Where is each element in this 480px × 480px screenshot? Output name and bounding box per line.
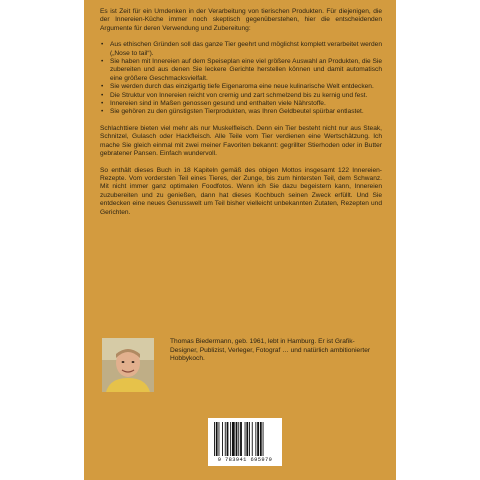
list-item: • Aus ethischen Gründen soll das ganze Tier geehrt und möglichst komplett verarbeitet werden („Nose to tail“). <box>110 41 382 58</box>
list-item: • Sie werden durch das einzigartig tiefe Eigenaroma eine neue kulinarische Welt entdecken. <box>110 83 382 91</box>
intro-paragraph: Es ist Zeit für ein Umdenken in der Verarbeitung von tierischen Produkten. Für diejenigen, die der Innereien-Küche immer noch skeptisch gegenüberstehen, hier die entscheidenden Argumente für deren Verwendung und Zubereitung: <box>100 8 382 32</box>
body-paragraph: So enthält dieses Buch in 18 Kapiteln gemäß des obigen Mottos insgesamt 122 Innereien-Rezepte. Vom vordersten Teil eines Tieres, der Zunge, bis zum hintersten Teil, dem Schwanz. Mit nicht immer ganz optimalen Foodfotos. Wenn ich Sie dazu begeistern kann, Innereien zuzubereiten und zu genießen, dann hat dieses Kochbuch seinen Zweck erfüllt. Und Sie entdecken eine neues Genusswelt um Teil bisher vielleicht unbekannten Zutaten, Rezepten und Gerichten. <box>100 166 382 216</box>
author-portrait-icon <box>102 338 154 392</box>
author-bio: Thomas Biedermann, geb. 1961, lebt in Hamburg. Er ist Grafik-Designer, Publizist, Verleger, Fotograf … und natürlich ambitionierter Hobbykoch. <box>170 338 371 363</box>
list-item: • Sie haben mit Innereien auf dem Speiseplan eine viel größere Auswahl an Produkten, die Sie zubereiten und aus denen Sie leckere Gerichte herstellen können und damit automatisch eine größere Geschmacksvielfalt. <box>110 58 382 83</box>
author-section <box>100 338 380 398</box>
isbn-number: 9 783941 695979 <box>217 456 273 463</box>
isbn-barcode <box>208 418 282 466</box>
body-paragraph: Schlachttiere bieten viel mehr als nur Muskelfleisch. Denn ein Tier besteht nicht nur aus Steak, Schnitzel, Gulasch oder Hackfleisch. Alle Teile vom Tier verdienen eine Wertschätzung. Ich mache Sie gleich einmal mit zwei meiner Favoriten bekannt: gegrillter Stierhoden oder in Butter gebratener Pansen. Einfach wundervoll. <box>100 124 382 158</box>
book-back-cover <box>84 0 396 480</box>
author-photo <box>102 338 154 392</box>
list-item: • Innereien sind in Maßen genossen gesund und enthalten viele Nährstoffe. <box>110 100 382 108</box>
argument-list <box>100 41 382 117</box>
list-item: • Die Struktur von Innereien reicht von cremig und zart schmelzend bis zu kernig und fest. <box>110 92 382 100</box>
list-item: • Sie gehören zu den günstigsten Tierprodukten, was Ihren Geldbeutel spürbar entlastet. <box>110 108 382 116</box>
barcode-icon <box>214 422 276 456</box>
